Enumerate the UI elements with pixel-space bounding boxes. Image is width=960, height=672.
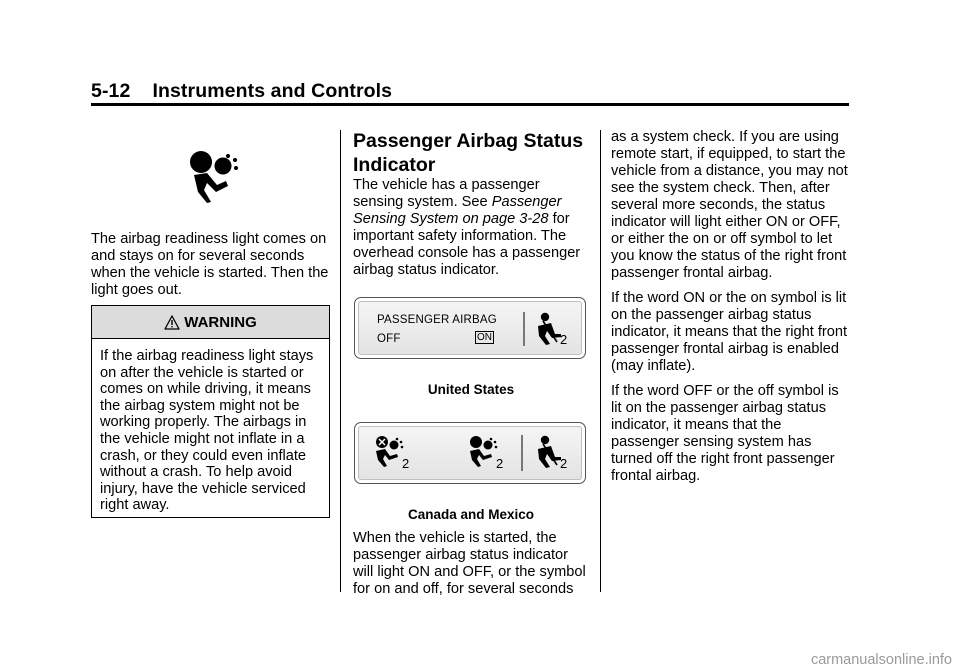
off-status-paragraph: If the word OFF or the off symbol is lit on the passenger airbag status indicator, it means that the passenger sensing system has turned off the right front passenger frontal airbag. [611, 383, 839, 484]
seatbelt-passenger-icon [535, 435, 563, 469]
panel-seat-number: 2 [560, 332, 568, 347]
warning-box [91, 305, 330, 518]
header-rule [91, 103, 849, 106]
intro-paragraph: The vehicle has a passenger sensing system. See Passenger Sensing System on page 3-28 for important safety information. The overhead console has a passenger airbag status indicator. [353, 177, 581, 278]
canada-status-panel [354, 422, 586, 484]
airbag-off-icon [375, 435, 405, 467]
section-heading [353, 129, 589, 177]
readiness-paragraph: The airbag readiness light comes on and stays on for several seconds when the vehicle is started. Then the light goes out. [91, 231, 329, 298]
us-caption: United States [427, 382, 515, 397]
column-divider-2 [600, 130, 601, 592]
airbag-readiness-icon [190, 147, 242, 203]
warning-triangle-icon [164, 315, 180, 330]
canada-caption: Canada and Mexico [407, 507, 535, 522]
seatbelt-seat-number: 2 [560, 456, 568, 471]
started-paragraph: When the vehicle is started, the passenger airbag status indicator will light ON and OFF, or the symbol for on and off, for several seconds [353, 530, 586, 597]
warning-header [92, 306, 329, 339]
panel-off-label: OFF [377, 333, 401, 345]
panel-passenger-airbag-label: PASSENGER AIRBAG [377, 314, 497, 326]
page-header [91, 80, 392, 103]
airbag-on-icon [469, 435, 499, 467]
on-symbol-number: 2 [496, 456, 504, 471]
panel-on-label: ON [477, 332, 492, 343]
warning-label: WARNING [184, 313, 257, 331]
system-check-paragraph: as a system check. If you are using remote start, if equipped, to start the vehicle from a distance, you may not see the system check. Then, after several more seconds, the status indicator will light either ON or OFF, or either the on or off symbol to let you know the status of the right front passenger frontal airbag. [611, 129, 848, 281]
panel-separator [523, 312, 525, 346]
panel-separator [521, 435, 523, 471]
watermark: carmanualsonline.info [810, 652, 952, 668]
cross-reference-link[interactable]: Passenger Sensing System on page 3-28 [353, 194, 562, 227]
column-divider-1 [340, 130, 341, 592]
page-number: 5-12 [91, 80, 131, 102]
off-symbol-number: 2 [402, 456, 410, 471]
on-status-paragraph: If the word ON or the on symbol is lit on the passenger airbag status indicator, it means that the right front passenger frontal airbag is enabled (may inflate). [611, 290, 848, 374]
seatbelt-passenger-icon [535, 312, 563, 346]
heading-line-1: Passenger Airbag Status [353, 130, 584, 152]
us-status-panel [354, 297, 586, 359]
right-column [611, 129, 851, 485]
section-title: Instruments and Controls [152, 80, 393, 102]
warning-text: If the airbag readiness light stays on after the vehicle is started or comes on while driving, it means the airbag system might not be working properly. The airbags in the vehicle might not inflate in a crash, or they could even inflate without a crash. To help avoid injury, have the vehicle serviced right away. [100, 348, 314, 514]
heading-line-2: Indicator [353, 154, 436, 176]
